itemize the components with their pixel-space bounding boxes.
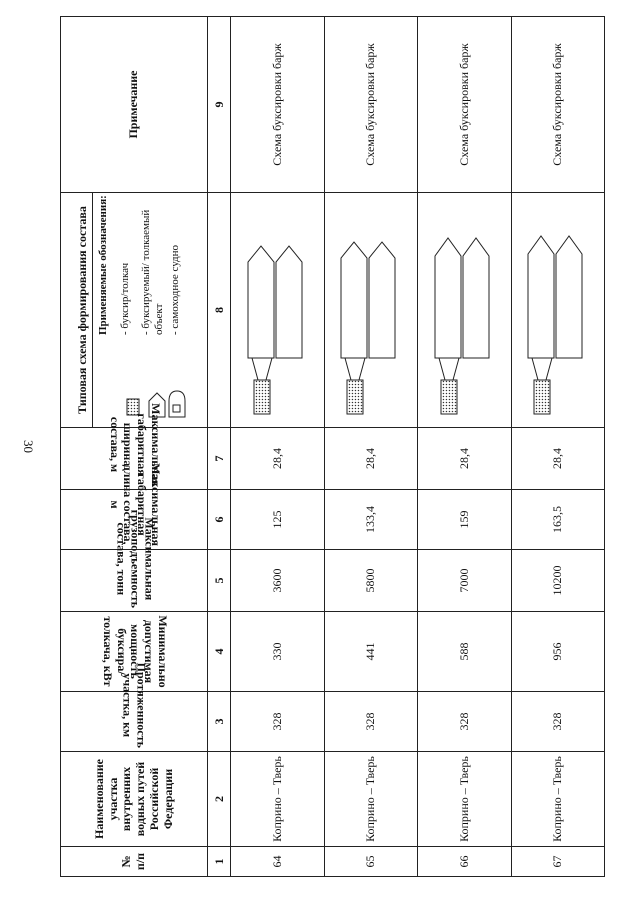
tug-icon xyxy=(347,381,363,415)
row-length: 328 xyxy=(418,692,511,752)
column-number: 9 xyxy=(208,17,231,193)
legend-self-propelled: - самоходное судно xyxy=(169,244,182,335)
barge-1-icon xyxy=(435,239,461,359)
header-capacity-text: Максимальная грузоподъемность состава, тонн xyxy=(114,509,156,609)
row-power: 956 xyxy=(511,612,604,692)
row-length: 328 xyxy=(324,692,417,752)
row-scheme xyxy=(231,193,324,428)
header-length-text: Протяженность участка, км xyxy=(121,662,150,748)
row-scheme xyxy=(511,193,604,428)
header-section: Наименование участка внутренних водных путей Российской Федерации xyxy=(61,752,208,847)
row-section: Коприно – Тверь xyxy=(231,752,324,847)
scheme-title: Типовая схема формирования состава xyxy=(74,193,93,427)
row-capacity: 5800 xyxy=(324,550,417,612)
row-length: 328 xyxy=(231,692,324,752)
self-propelled-cabin-icon xyxy=(173,405,180,412)
row-max-length: 163,5 xyxy=(511,490,604,550)
row-note: Схема буксировки барж xyxy=(511,17,604,193)
row-note: Схема буксировки барж xyxy=(418,17,511,193)
row-power: 441 xyxy=(324,612,417,692)
header-max-length xyxy=(61,463,208,550)
header-power xyxy=(61,612,208,692)
legend-text xyxy=(97,195,186,335)
row-power: 330 xyxy=(231,612,324,692)
barge-1-icon xyxy=(248,247,274,359)
column-number-row xyxy=(208,17,231,877)
tug-icon xyxy=(254,381,270,415)
row-num: 64 xyxy=(231,847,324,877)
barge-2-icon xyxy=(369,243,395,359)
barge-1-icon xyxy=(528,237,554,359)
row-note: Схема буксировки барж xyxy=(324,17,417,193)
row-section: Коприно – Тверь xyxy=(418,752,511,847)
tow-line-icon xyxy=(345,359,365,381)
header-length xyxy=(61,662,208,752)
scheme-legend xyxy=(93,193,195,427)
barge-towing-table xyxy=(60,16,605,877)
header-scheme xyxy=(61,193,208,428)
tug-icon xyxy=(441,381,457,415)
row-num: 65 xyxy=(324,847,417,877)
row-section: Коприно – Тверь xyxy=(511,752,604,847)
row-max-width: 28,4 xyxy=(418,428,511,490)
legend-title: Применяемые обозначения: xyxy=(96,195,109,335)
header-num: № п/п xyxy=(61,847,208,877)
tow-line-icon xyxy=(252,359,272,381)
column-number: 8 xyxy=(208,193,231,428)
row-capacity: 3600 xyxy=(231,550,324,612)
row-scheme xyxy=(324,193,417,428)
tow-line-icon xyxy=(532,359,552,381)
table-row xyxy=(511,17,604,877)
row-max-length: 125 xyxy=(231,490,324,550)
row-max-width: 28,4 xyxy=(324,428,417,490)
legend-tug: - буксир/толкач xyxy=(119,262,132,335)
row-note: Схема буксировки барж xyxy=(231,17,324,193)
tow-line-icon xyxy=(439,359,459,381)
row-power: 588 xyxy=(418,612,511,692)
row-num: 66 xyxy=(418,847,511,877)
tug-icon xyxy=(534,381,550,415)
row-capacity: 7000 xyxy=(418,550,511,612)
header-max-length-text: Максимальная габаритная длина состава, м xyxy=(107,463,163,546)
column-number: 1 xyxy=(208,847,231,877)
row-scheme xyxy=(418,193,511,428)
towing-scheme-diagram xyxy=(339,198,399,423)
barge-2-icon xyxy=(556,237,582,359)
row-capacity: 10200 xyxy=(511,550,604,612)
header-power-text: Минимально допустимая мощность буксира/толкача, кВт xyxy=(100,615,170,688)
header-note: Примечание xyxy=(61,17,208,193)
column-number: 2 xyxy=(208,752,231,847)
self-propelled-symbol-icon xyxy=(169,391,185,417)
row-max-length: 159 xyxy=(418,490,511,550)
towing-scheme-diagram xyxy=(433,198,493,423)
row-num: 67 xyxy=(511,847,604,877)
table-row xyxy=(231,17,324,877)
column-number: 4 xyxy=(208,612,231,692)
legend-towed: - буксируемый/ толкаемый объект xyxy=(140,209,165,335)
table-row xyxy=(324,17,417,877)
column-number: 7 xyxy=(208,428,231,490)
row-max-length: 133,4 xyxy=(324,490,417,550)
header-max-width-text: Максимальная габаритная ширина состава, м xyxy=(107,403,163,486)
row-max-width: 28,4 xyxy=(231,428,324,490)
table-row xyxy=(418,17,511,877)
towing-scheme-diagram xyxy=(526,198,586,423)
header-capacity xyxy=(61,509,208,612)
row-max-width: 28,4 xyxy=(511,428,604,490)
rotated-table-wrapper xyxy=(60,17,605,877)
towing-scheme-diagram xyxy=(246,198,306,423)
barge-2-icon xyxy=(276,247,302,359)
page-number: 30 xyxy=(21,440,36,453)
row-length: 328 xyxy=(511,692,604,752)
column-number: 3 xyxy=(208,692,231,752)
header-row xyxy=(61,17,208,877)
barge-1-icon xyxy=(341,243,367,359)
column-number: 6 xyxy=(208,490,231,550)
header-max-width xyxy=(61,403,208,490)
row-section: Коприно – Тверь xyxy=(324,752,417,847)
barge-2-icon xyxy=(463,239,489,359)
column-number: 5 xyxy=(208,550,231,612)
